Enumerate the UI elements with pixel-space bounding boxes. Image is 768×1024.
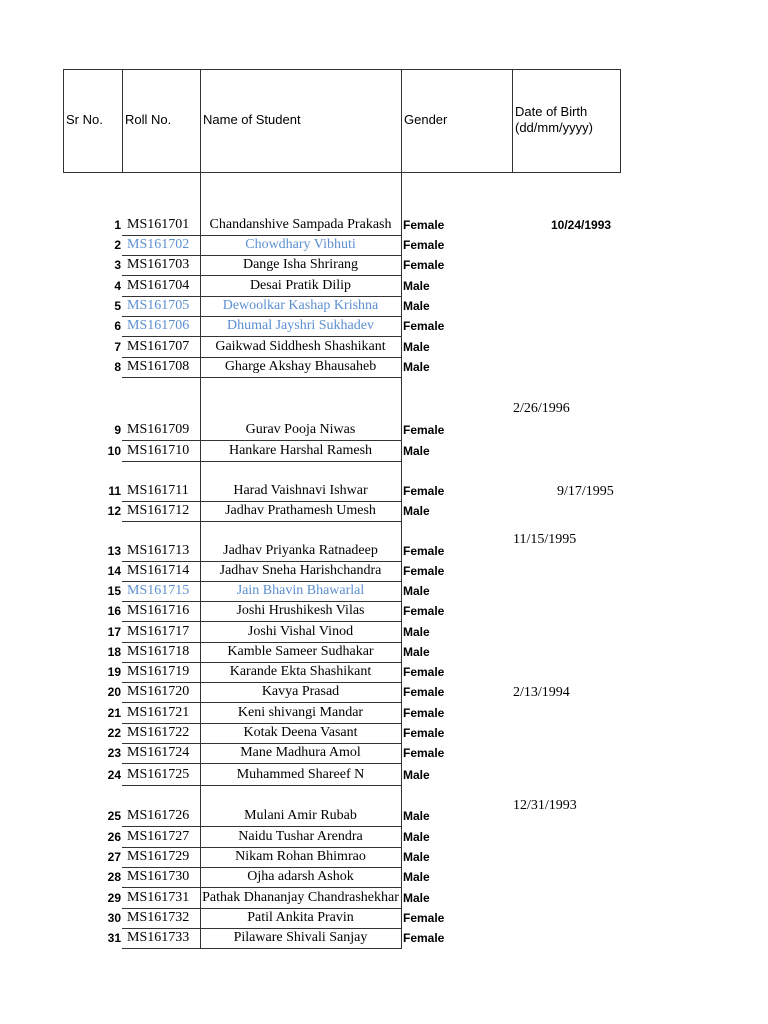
row-border <box>122 336 401 337</box>
sr-no-cell: 7 <box>114 340 121 354</box>
student-name-cell: Kavya Prasad <box>261 684 340 699</box>
sr-no-cell: 19 <box>107 665 121 679</box>
sr-no-cell: 1 <box>114 218 121 232</box>
sr-no-cell: 6 <box>114 319 121 333</box>
sr-no-cell: 26 <box>107 830 121 844</box>
roll-no-cell: MS161702 <box>127 237 190 252</box>
student-name-cell: Dhumal Jayshri Sukhadev <box>227 318 374 333</box>
student-name-cell: Muhammed Shareef N <box>236 767 365 782</box>
gender-cell: Male <box>403 299 430 313</box>
sr-no-cell: 3 <box>114 258 121 272</box>
gender-cell: Female <box>403 564 445 578</box>
header-sr-no: Sr No. <box>66 112 103 127</box>
roll-no-cell: MS161730 <box>127 869 190 884</box>
sr-no-cell: 25 <box>107 809 121 823</box>
header-roll-no: Roll No. <box>125 112 172 127</box>
gender-cell: Female <box>403 218 445 232</box>
sr-no-cell: 30 <box>107 911 121 925</box>
gender-cell: Female <box>403 911 445 925</box>
row-border <box>122 440 401 441</box>
gender-cell: Male <box>403 279 430 293</box>
header-gender: Gender <box>404 112 448 127</box>
roll-no-cell: MS161716 <box>127 603 190 618</box>
sr-no-cell: 18 <box>107 645 121 659</box>
row-border <box>122 702 401 703</box>
sr-no-cell: 27 <box>107 850 121 864</box>
gender-cell: Female <box>403 319 445 333</box>
student-name-cell: Desai Pratik Dilip <box>249 278 352 293</box>
sr-no-cell: 17 <box>107 625 121 639</box>
student-name-cell: Karande Ekta Shashikant <box>229 664 372 679</box>
student-name-cell: Kamble Sameer Sudhakar <box>227 644 374 659</box>
student-name-cell: Mulani Amir Rubab <box>244 808 357 823</box>
student-name-cell: Gaikwad Siddhesh Shashikant <box>215 339 386 354</box>
row-border <box>122 785 401 786</box>
row-border <box>122 887 401 888</box>
student-name-cell: Pilaware Shivali Sanjay <box>233 930 368 945</box>
gender-cell: Female <box>403 423 445 437</box>
roll-no-cell: MS161717 <box>127 624 190 639</box>
gender-cell: Female <box>403 484 445 498</box>
gender-cell: Female <box>403 604 445 618</box>
row-border <box>122 377 401 378</box>
gender-cell: Male <box>403 504 430 518</box>
student-name-cell: Naidu Tushar Arendra <box>238 829 363 844</box>
student-name-cell: Jadhav Priyanka Ratnadeep <box>223 543 378 558</box>
roll-no-cell: MS161703 <box>127 257 190 272</box>
student-name-cell: Nikam Rohan Bhimrao <box>235 849 366 864</box>
roll-no-cell: MS161706 <box>127 318 190 333</box>
student-name-cell: Ojha adarsh Ashok <box>247 869 354 884</box>
header-top-border <box>63 69 620 70</box>
dob-value: 10/24/1993 <box>551 218 612 232</box>
row-border <box>122 461 401 462</box>
header-bottom-border <box>63 172 620 173</box>
gender-cell: Female <box>403 238 445 252</box>
gender-cell: Female <box>403 544 445 558</box>
header-name: Name of Student <box>203 112 301 127</box>
roll-no-cell: MS161729 <box>127 849 190 864</box>
roll-no-cell: MS161727 <box>127 829 190 844</box>
sr-no-cell: 24 <box>107 768 121 782</box>
student-name-cell: Jadhav Sneha Harishchandra <box>219 563 382 578</box>
row-border <box>122 275 401 276</box>
dob-value: 12/31/1993 <box>513 798 577 813</box>
roll-no-cell: MS161709 <box>127 422 190 437</box>
roll-no-cell: MS161720 <box>127 684 190 699</box>
student-name-cell: Chandanshive Sampada Prakash <box>209 217 392 232</box>
roll-no-cell: MS161733 <box>127 930 190 945</box>
student-name-cell: Dange Isha Shrirang <box>242 257 359 272</box>
gender-cell: Female <box>403 685 445 699</box>
student-name-cell: Gurav Pooja Niwas <box>245 422 356 437</box>
roll-no-cell: MS161718 <box>127 644 190 659</box>
gender-cell: Male <box>403 768 430 782</box>
sr-no-cell: 31 <box>107 931 121 945</box>
roll-no-cell: MS161704 <box>127 278 190 293</box>
roll-no-cell: MS161710 <box>127 443 190 458</box>
gender-cell: Female <box>403 726 445 740</box>
roll-no-cell: MS161724 <box>127 745 190 760</box>
roll-no-cell: MS161707 <box>127 339 190 354</box>
gender-cell: Female <box>403 665 445 679</box>
sr-no-cell: 9 <box>114 423 121 437</box>
roll-no-cell: MS161721 <box>127 705 190 720</box>
student-name-cell: Harad Vaishnavi Ishwar <box>233 483 368 498</box>
sr-no-cell: 23 <box>107 746 121 760</box>
student-name-cell: Joshi Vishal Vinod <box>247 624 354 639</box>
student-name-cell: Dewoolkar Kashap Krishna <box>222 298 379 313</box>
col-divider-dob <box>512 69 513 173</box>
roll-no-cell: MS161715 <box>127 583 190 598</box>
student-name-cell: Jadhav Prathamesh Umesh <box>225 503 376 518</box>
header-dob-line2: (dd/mm/yyyy) <box>515 120 593 135</box>
student-name-cell: Joshi Hrushikesh Vilas <box>236 603 365 618</box>
roll-no-cell: MS161714 <box>127 563 190 578</box>
student-name-cell: Chowdhary Vibhuti <box>245 237 356 252</box>
roll-no-cell: MS161712 <box>127 503 190 518</box>
row-border <box>122 521 401 522</box>
roll-no-cell: MS161722 <box>127 725 190 740</box>
gender-cell: Male <box>403 830 430 844</box>
sr-no-cell: 5 <box>114 299 121 313</box>
student-name-cell: Patil Ankita Pravin <box>247 910 354 925</box>
gender-cell: Female <box>403 931 445 945</box>
gender-cell: Female <box>403 706 445 720</box>
student-name-cell: Jain Bhavin Bhawarlal <box>236 583 365 598</box>
student-name-cell: Keni shivangi Mandar <box>237 705 364 720</box>
sr-no-cell: 29 <box>107 891 121 905</box>
gender-cell: Male <box>403 584 430 598</box>
header-dob-line1: Date of Birth <box>515 104 588 119</box>
student-name-cell: Kotak Deena Vasant <box>243 725 358 740</box>
gender-cell: Male <box>403 891 430 905</box>
sr-no-cell: 21 <box>107 706 121 720</box>
sr-no-cell: 4 <box>114 279 121 293</box>
sr-no-cell: 22 <box>107 726 121 740</box>
roll-no-cell: MS161726 <box>127 808 190 823</box>
sr-no-cell: 14 <box>107 564 121 578</box>
sr-no-cell: 16 <box>107 604 121 618</box>
gender-cell: Male <box>403 850 430 864</box>
sr-no-cell: 10 <box>107 444 121 458</box>
gender-cell: Male <box>403 340 430 354</box>
sr-no-cell: 12 <box>107 504 121 518</box>
gender-cell: Male <box>403 625 430 639</box>
gender-cell: Male <box>403 870 430 884</box>
header-left-border <box>63 69 64 173</box>
sr-no-cell: 2 <box>114 238 121 252</box>
row-border <box>122 621 401 622</box>
gender-cell: Male <box>403 645 430 659</box>
gender-cell: Female <box>403 746 445 760</box>
student-name-cell: Gharge Akshay Bhausaheb <box>224 359 377 374</box>
roll-no-cell: MS161713 <box>127 543 190 558</box>
student-name-cell: Hankare Harshal Ramesh <box>228 443 373 458</box>
dob-value: 2/26/1996 <box>513 401 570 416</box>
sr-no-cell: 15 <box>107 584 121 598</box>
sr-no-cell: 20 <box>107 685 121 699</box>
col-divider-roll <box>122 69 123 173</box>
gender-cell: Female <box>403 258 445 272</box>
roll-no-cell: MS161708 <box>127 359 190 374</box>
gender-cell: Male <box>403 360 430 374</box>
roll-no-cell: MS161701 <box>127 217 190 232</box>
row-border <box>122 763 401 764</box>
roll-no-cell: MS161725 <box>127 767 190 782</box>
roll-no-cell: MS161731 <box>127 890 190 905</box>
dob-value: 2/13/1994 <box>513 685 570 700</box>
row-border <box>122 826 401 827</box>
roll-no-cell: MS161711 <box>127 483 189 498</box>
roll-no-cell: MS161705 <box>127 298 190 313</box>
roll-no-cell: MS161719 <box>127 664 190 679</box>
sr-no-cell: 8 <box>114 360 121 374</box>
sr-no-cell: 28 <box>107 870 121 884</box>
gender-cell: Male <box>403 809 430 823</box>
roll-no-cell: MS161732 <box>127 910 190 925</box>
student-name-cell: Pathak Dhananjay Chandrashekhar <box>202 890 399 905</box>
student-name-cell: Mane Madhura Amol <box>240 745 361 760</box>
col-divider-gender <box>401 69 402 949</box>
row-border <box>122 948 401 949</box>
dob-value: 11/15/1995 <box>513 532 577 547</box>
dob-value: 9/17/1995 <box>557 484 614 499</box>
header-right-border <box>620 69 621 173</box>
gender-cell: Male <box>403 444 430 458</box>
sr-no-cell: 13 <box>107 544 121 558</box>
sr-no-cell: 11 <box>108 484 121 498</box>
